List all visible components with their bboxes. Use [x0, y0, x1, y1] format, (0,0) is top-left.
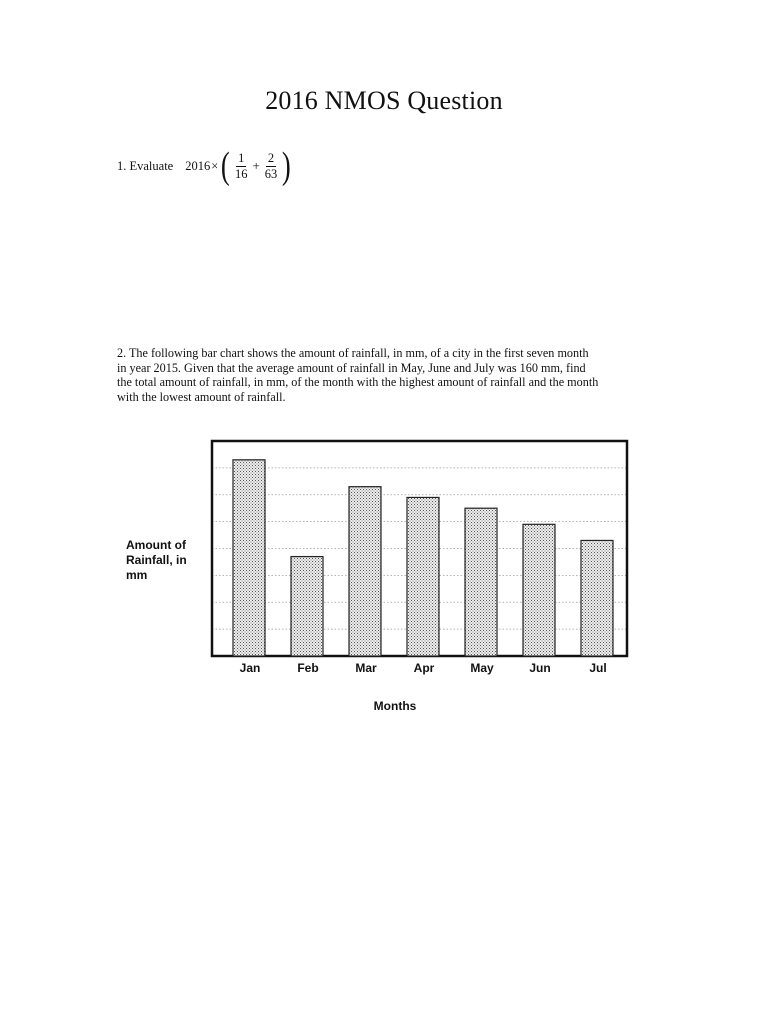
x-tick-label-apr: Apr [413, 661, 435, 675]
chart-bars [233, 460, 613, 656]
y-axis-label-line: Amount of [126, 538, 186, 552]
bar-jan [233, 460, 265, 656]
bar-feb [291, 557, 323, 656]
question-2-line: the total amount of rainfall, in mm, of the month with the highest amount of rainfall and the month [117, 375, 599, 390]
fraction-1: $\frac{1}{16}$ [234, 150, 248, 181]
question-2-line: with the lowest amount of rainfall. [117, 389, 286, 404]
bar-mar [349, 487, 381, 656]
fraction-2: $\frac{2}{63}$ [264, 150, 278, 181]
x-tick-label-mar: Mar [355, 661, 377, 675]
x-tick-label-feb: Feb [297, 661, 319, 675]
bar-may [465, 508, 497, 656]
x-tick-label-jul: Jul [589, 661, 607, 675]
bar-jul [581, 540, 613, 656]
bar-apr [407, 497, 439, 656]
x-tick-label-may: May [470, 661, 494, 675]
page-title: 2016 NMOS Question [265, 86, 503, 115]
chart-x-tick-labels [240, 661, 607, 675]
times-sign: × [211, 158, 219, 173]
y-axis-label-line: mm [126, 568, 148, 582]
left-paren: ( [221, 145, 231, 187]
y-axis-label-line: Rainfall, in [126, 553, 187, 567]
question-1-number: 1. Evaluate [117, 158, 174, 173]
right-paren: ) [282, 145, 292, 187]
question-2-line: in year 2015. Given that the average amount of rainfall in May, June and July was 160 mm, find [117, 360, 586, 375]
expression-lead: 2016 [185, 158, 211, 173]
x-tick-label-jan: Jan [239, 661, 261, 675]
chart-y-axis-label [126, 538, 187, 582]
x-tick-label-jun: Jun [529, 661, 551, 675]
x-axis-label: Months [373, 699, 417, 713]
question-2-line: 2. The following bar chart shows the amount of rainfall, in mm, of a city in the first seven month [117, 346, 589, 360]
plus-sign: + [252, 158, 260, 173]
bar-jun [523, 524, 555, 656]
